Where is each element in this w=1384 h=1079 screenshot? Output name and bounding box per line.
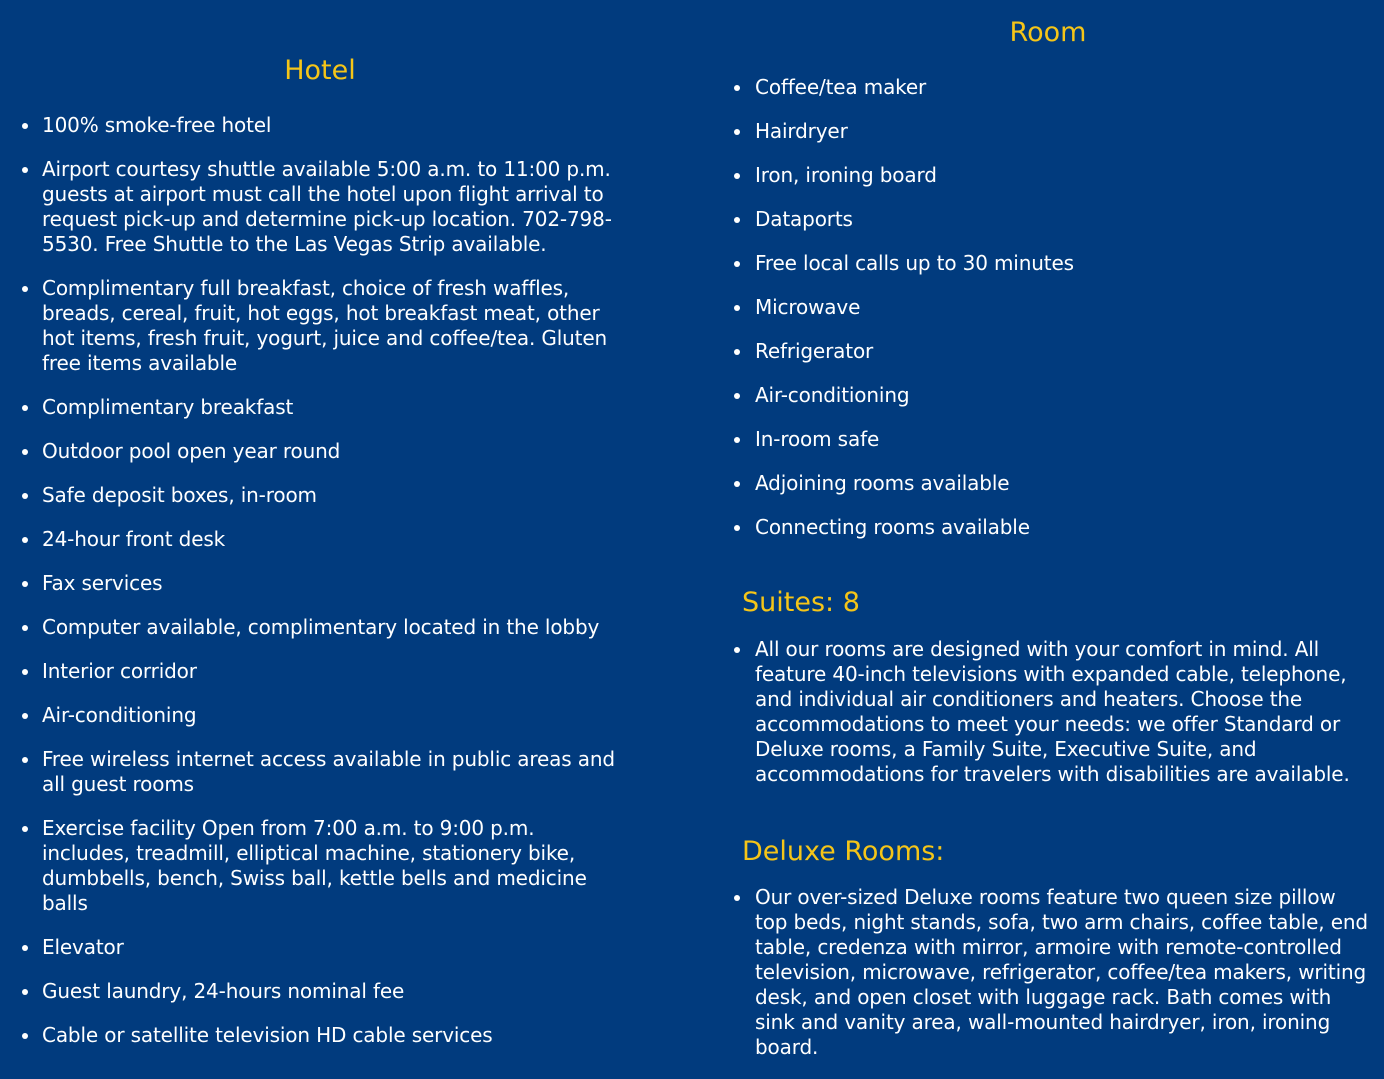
list-item: Outdoor pool open year round bbox=[0, 439, 620, 464]
list-item: All our rooms are designed with your comfort in mind. All feature 40-inch televisions with expanded cable, telephone, and individual air conditioners and heaters. Choose the accommodations to meet your needs: we offer Standard or Deluxe rooms, a Family Suite, Executive Suite, and accommodations for travelers with disabilities are available. bbox=[712, 637, 1372, 787]
list-item: 24-hour front desk bbox=[0, 527, 620, 552]
list-item: 100% smoke-free hotel bbox=[0, 113, 620, 138]
list-item: Coffee/tea maker bbox=[712, 75, 1372, 100]
list-item: Iron, ironing board bbox=[712, 163, 1372, 188]
list-item: Airport courtesy shuttle available 5:00 a.m. to 11:00 p.m. guests at airport must call the hotel upon flight arrival to request pick-up and determine pick-up location. 702-798-5530. Free Shuttle to the Las Vegas Strip available. bbox=[0, 157, 620, 257]
list-item: In-room safe bbox=[712, 427, 1372, 452]
room-heading: Room bbox=[1009, 17, 1087, 48]
list-item: Dataports bbox=[712, 207, 1372, 232]
list-item: Hairdryer bbox=[712, 119, 1372, 144]
suites-description-list bbox=[712, 637, 1372, 806]
list-item: Interior corridor bbox=[0, 659, 620, 684]
list-item: Guest laundry, 24-hours nominal fee bbox=[0, 979, 620, 1004]
list-item: Refrigerator bbox=[712, 339, 1372, 364]
list-item: Elevator bbox=[0, 935, 620, 960]
list-item: Connecting rooms available bbox=[712, 515, 1372, 540]
list-item: Air-conditioning bbox=[712, 383, 1372, 408]
list-item: Air-conditioning bbox=[0, 703, 620, 728]
deluxe-rooms-heading: Deluxe Rooms: bbox=[742, 836, 945, 867]
list-item: Free wireless internet access available in public areas and all guest rooms bbox=[0, 747, 620, 797]
list-item: Microwave bbox=[712, 295, 1372, 320]
list-item: Our over-sized Deluxe rooms feature two queen size pillow top beds, night stands, sofa, two arm chairs, coffee table, end table, credenza with mirror, armoire with remote-controlled television, microwave, refrigerator, coffee/tea makers, writing desk, and open closet with luggage rack. Bath comes with sink and vanity area, wall-mounted hairdryer, iron, ironing board. bbox=[712, 885, 1372, 1060]
hotel-heading: Hotel bbox=[284, 55, 356, 86]
hotel-amenities-list bbox=[0, 113, 620, 1067]
suites-heading: Suites: 8 bbox=[742, 587, 860, 618]
list-item: Safe deposit boxes, in-room bbox=[0, 483, 620, 508]
list-item: Cable or satellite television HD cable services bbox=[0, 1023, 620, 1048]
list-item: Computer available, complimentary located in the lobby bbox=[0, 615, 620, 640]
list-item: Complimentary breakfast bbox=[0, 395, 620, 420]
list-item: Exercise facility Open from 7:00 a.m. to 9:00 p.m. includes, treadmill, elliptical machine, stationery bike, dumbbells, bench, Swiss ball, kettle bells and medicine balls bbox=[0, 816, 620, 916]
deluxe-rooms-description-list bbox=[712, 885, 1372, 1079]
list-item: Free local calls up to 30 minutes bbox=[712, 251, 1372, 276]
list-item: Complimentary full breakfast, choice of fresh waffles, breads, cereal, fruit, hot eggs, hot breakfast meat, other hot items, fresh fruit, yogurt, juice and coffee/tea. Gluten free items available bbox=[0, 276, 620, 376]
list-item: Fax services bbox=[0, 571, 620, 596]
list-item: Adjoining rooms available bbox=[712, 471, 1372, 496]
room-amenities-list bbox=[712, 75, 1372, 559]
